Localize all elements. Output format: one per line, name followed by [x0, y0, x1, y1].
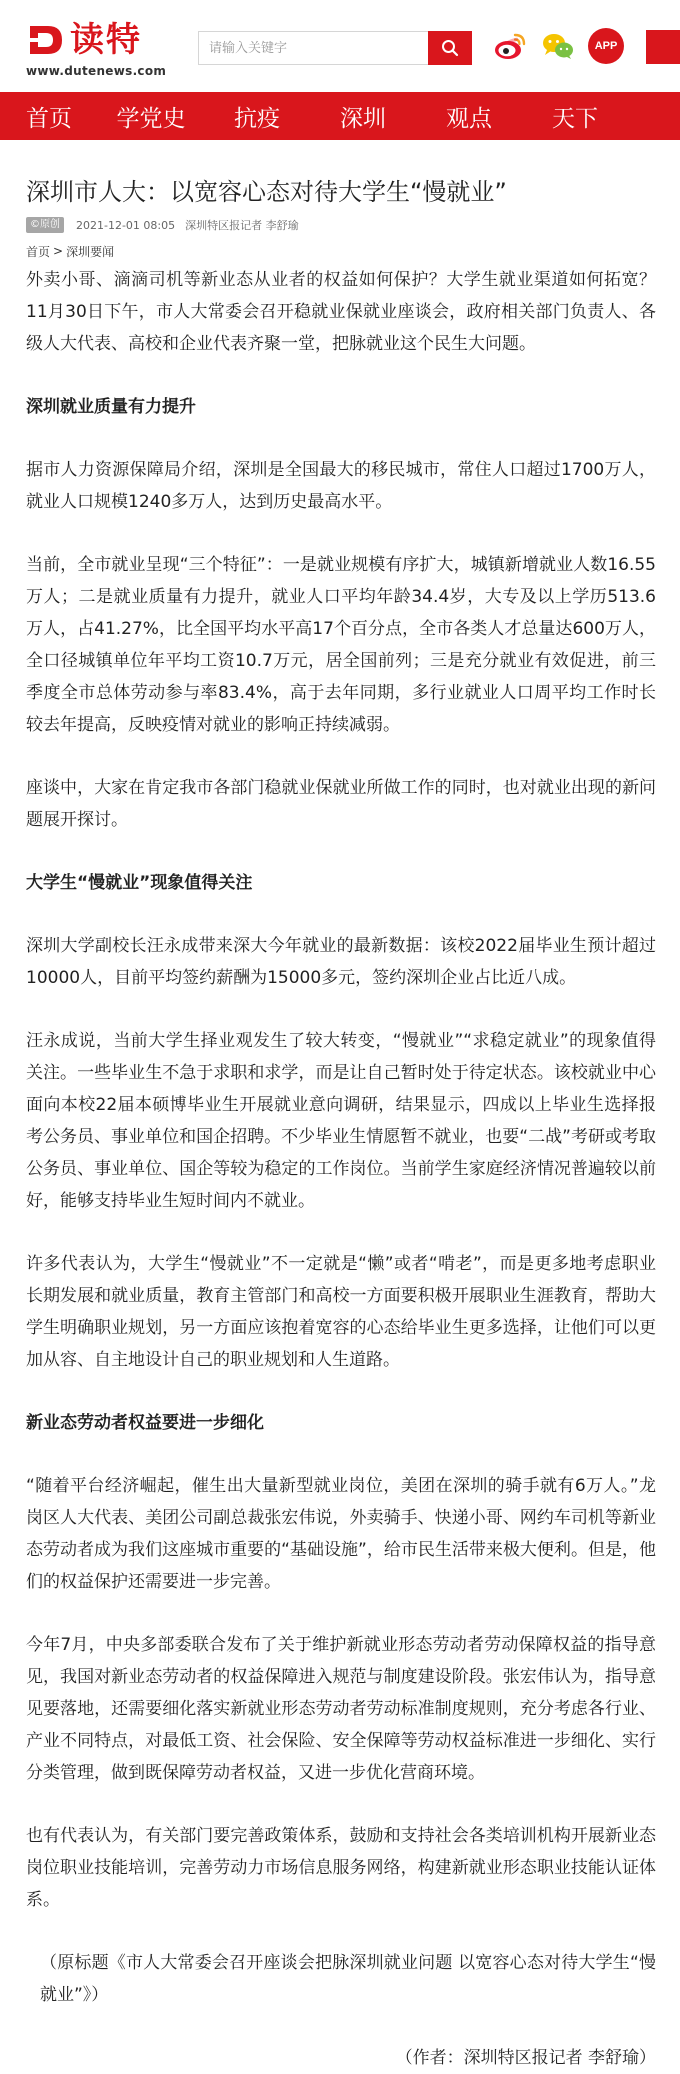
- article-paragraph: 许多代表认为，大学生“慢就业”不一定就是“懒”或者“啃老”，而是更多地考虑职业长期发展和就业质量，教育主管部门和高校一方面要积极开展职业生涯教育，帮助大学生明确职业规划，另一方面应该抱着宽容的心态给毕业生更多选择，让他们可以更加从容、自主地设计自己的职业规划和人生道路。: [26, 1254, 656, 1370]
- weibo-icon: [493, 31, 527, 61]
- logo-url: www.dutenews.com: [26, 64, 167, 78]
- article-paragraph: 座谈中，大家在肯定我市各部门稳就业保就业所做工作的同时，也对就业出现的新问题展开探讨。: [26, 778, 656, 830]
- breadcrumb-home-link[interactable]: 首页: [26, 244, 51, 259]
- article-title: 深圳市人大：以宽容心态对待大学生“慢就业”: [26, 178, 507, 206]
- article-paragraph: “随着平台经济崛起，催生出大量新型就业岗位，美团在深圳的骑手就有6万人。”龙岗区人大代表、美团公司副总裁张宏伟说，外卖骑手、快递小哥、网约车司机等新业态劳动者成为我们这座城市重要的“基础设施”，给市民生活带来极大便利。但是，他们的权益保护还需要进一步完善。: [26, 1476, 656, 1592]
- section-heading: 大学生“慢就业”现象值得关注: [26, 873, 253, 893]
- nav-item-opinion[interactable]: 观点: [446, 105, 492, 132]
- article: [26, 140, 656, 2074]
- article-paragraph: 据市人力资源保障局介绍，深圳是全国最大的移民城市，常住人口超过1700万人，就业人口规模1240多万人，达到历史最高水平。: [26, 460, 656, 512]
- app-button[interactable]: [588, 28, 624, 64]
- section-heading: 新业态劳动者权益要进一步细化: [26, 1413, 264, 1433]
- weibo-button[interactable]: [492, 28, 528, 64]
- nav-item-world[interactable]: 天下: [552, 105, 598, 132]
- site-logo[interactable]: [26, 20, 166, 82]
- menu-button[interactable]: [646, 30, 680, 64]
- publish-datetime: 2021-12-01 08:05: [76, 218, 176, 232]
- nav-item-party-history[interactable]: 学党史: [116, 105, 186, 132]
- logo-d-icon: [26, 20, 64, 60]
- article-paragraph: 外卖小哥、滴滴司机等新业态从业者的权益如何保护？大学生就业渠道如何拓宽？11月30日下午，市人大常委会召开稳就业保就业座谈会，政府相关部门负责人、各级人大代表、高校和企业代表齐聚一堂，把脉就业这个民生大问题。: [26, 270, 656, 354]
- article-paragraph: 深圳大学副校长汪永成带来深大今年就业的最新数据：该校2022届毕业生预计超过10000人，目前平均签约薪酬为15000多元，签约深圳企业占比近八成。: [26, 936, 656, 988]
- original-title-note: （原标题《市人大常委会召开座谈会把脉深圳就业问题 以宽容心态对待大学生“慢就业”》）: [40, 1953, 656, 2005]
- article-paragraph: 也有代表认为，有关部门要完善政策体系，鼓励和支持社会各类培训机构开展新业态岗位职业技能培训，完善劳动力市场信息服务网络，构建新就业形态职业技能认证体系。: [26, 1826, 656, 1910]
- article-paragraph: 汪永成说，当前大学生择业观发生了较大转变，“慢就业”“求稳定就业”的现象值得关注。一些毕业生不急于求职和求学，而是让自己暂时处于待定状态。该校就业中心面向本校22届本硕博毕业生开展就业意向调研，结果显示，四成以上毕业生选择报考公务员、事业单位和国企招聘。不少毕业生情愿暂不就业，也要“二战”考研或考取公务员、事业单位、国企等较为稳定的工作岗位。当前学生家庭经济情况普遍较以前好，能够支持毕业生短时间内不就业。: [26, 1031, 656, 1211]
- search-icon: [441, 39, 459, 57]
- nav-item-shenzhen[interactable]: 深圳: [340, 105, 386, 132]
- logo-text: 读特: [70, 20, 142, 60]
- article-body: [26, 264, 656, 2074]
- wechat-button[interactable]: [540, 28, 576, 64]
- search-button[interactable]: [428, 31, 472, 65]
- section-heading: 深圳就业质量有力提升: [26, 397, 196, 417]
- top-header: [0, 0, 680, 92]
- nav-item-anti-epidemic[interactable]: 抗疫: [234, 105, 280, 132]
- main-nav: [0, 92, 680, 140]
- original-badge: ©原创: [26, 217, 64, 233]
- app-label: APP: [594, 40, 618, 52]
- wechat-icon: [541, 31, 575, 61]
- breadcrumb-section-link[interactable]: 深圳要闻: [66, 244, 115, 259]
- nav-item-home[interactable]: 首页: [26, 105, 72, 132]
- article-source: 深圳特区报记者 李舒瑜: [185, 219, 299, 232]
- breadcrumb-separator: >: [53, 244, 64, 258]
- article-meta: [26, 216, 656, 234]
- breadcrumb: [26, 242, 656, 260]
- author-line: （作者：深圳特区报记者 李舒瑜）: [395, 2048, 656, 2068]
- article-paragraph: 当前，全市就业呈现“三个特征”：一是就业规模有序扩大，城镇新增就业人数16.55万人；二是就业质量有力提升，就业人口平均年龄34.4岁，大专及以上学历513.6万人，占41.27%，比全国平均水平高17个百分点，全市各类人才总量达600万人，全口径城镇单位年平均工资10.7万元，居全国前列；三是充分就业有效促进，前三季度全市总体劳动参与率83.4%，高于去年同期，多行业就业人口周平均工作时长较去年提高，反映疫情对就业的影响正持续减弱。: [26, 555, 656, 735]
- article-paragraph: 今年7月，中央多部委联合发布了关于维护新就业形态劳动者劳动保障权益的指导意见，我国对新业态劳动者的权益保障进入规范与制度建设阶段。张宏伟认为，指导意见要落地，还需要细化落实新就业形态劳动者劳动标准制度规则，充分考虑各行业、产业不同特点，对最低工资、社会保险、安全保障等劳动权益标准进一步细化、实行分类管理，做到既保障劳动者权益，又进一步优化营商环境。: [26, 1635, 656, 1783]
